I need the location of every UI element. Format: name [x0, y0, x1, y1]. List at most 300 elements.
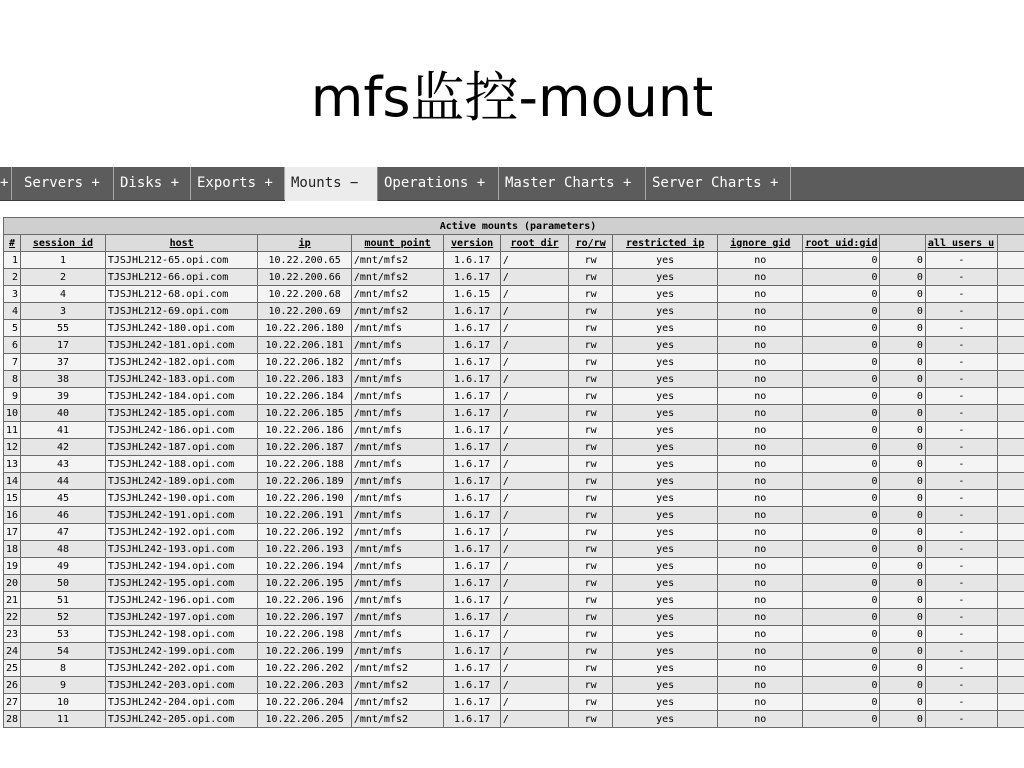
col-ro-rw-cell: rw [569, 320, 613, 337]
col-version-cell: 1.6.17 [444, 626, 500, 643]
col-restricted-ip-cell: yes [612, 422, 717, 439]
table-row [4, 575, 1024, 592]
col-ignore-gid-cell: no [718, 507, 803, 524]
col-root-gid-header [880, 235, 925, 252]
col-mount-point-cell: /mnt/mfs2 [351, 252, 444, 269]
col-all-users-cell: - [925, 422, 997, 439]
col-root-uid-cell: 0 [803, 507, 880, 524]
col-version-header[interactable]: version [444, 235, 500, 252]
col-version-cell: 1.6.17 [444, 320, 500, 337]
tab-exports[interactable]: Exports + [191, 167, 285, 200]
table-row [4, 711, 1024, 728]
col-index-cell: 19 [4, 558, 21, 575]
col-host-cell: TJSJHL242-194.opi.com [105, 558, 258, 575]
col-index-cell: 20 [4, 575, 21, 592]
col-ro-rw-cell: rw [569, 643, 613, 660]
col-restricted-ip-cell: yes [612, 677, 717, 694]
col-root-gid-cell: 0 [880, 643, 925, 660]
col-root-dir-cell: / [500, 252, 569, 269]
col-version-cell: 1.6.17 [444, 354, 500, 371]
col-all-users-cell: - [925, 354, 997, 371]
col-ignore-gid-cell: no [718, 422, 803, 439]
col-version-cell: 1.6.17 [444, 456, 500, 473]
col-index-cell: 24 [4, 643, 21, 660]
table-row [4, 269, 1024, 286]
col-index-cell: 26 [4, 677, 21, 694]
col-restricted-ip-cell: yes [612, 541, 717, 558]
table-row [4, 609, 1024, 626]
col-root-dir-cell: / [500, 405, 569, 422]
col-session-id-header[interactable]: session id [21, 235, 106, 252]
col-all-users-cell: - [925, 456, 997, 473]
col-ro-rw-cell: rw [569, 388, 613, 405]
col-version-cell: 1.6.17 [444, 643, 500, 660]
col-restricted-ip-cell: yes [612, 694, 717, 711]
col-restricted-ip-header[interactable]: restricted ip [612, 235, 717, 252]
col-root-uid-cell: 0 [803, 473, 880, 490]
col-ignore-gid-cell: no [718, 643, 803, 660]
col-ignore-gid-cell: no [718, 541, 803, 558]
col-ip-cell: 10.22.206.198 [258, 626, 351, 643]
col-root-uid-cell: 0 [803, 354, 880, 371]
col-ro-rw-cell: rw [569, 286, 613, 303]
col-version-cell: 1.6.17 [444, 473, 500, 490]
col-version-cell: 1.6.15 [444, 286, 500, 303]
col-session-id-cell: 11 [21, 711, 106, 728]
col-all-users-cell: - [925, 371, 997, 388]
col-ip-cell: 10.22.206.182 [258, 354, 351, 371]
col-root-gid-cell: 0 [880, 388, 925, 405]
col-restricted-ip-cell: yes [612, 371, 717, 388]
table-row [4, 320, 1024, 337]
table-row [4, 473, 1024, 490]
col-root-dir-cell: / [500, 643, 569, 660]
col-extra-cell [997, 558, 1024, 575]
col-ro-rw-cell: rw [569, 677, 613, 694]
col-mount-point-cell: /mnt/mfs2 [351, 286, 444, 303]
col-extra-cell [997, 592, 1024, 609]
col-root-uid-cell: 0 [803, 439, 880, 456]
col-restricted-ip-cell: yes [612, 660, 717, 677]
table-row [4, 694, 1024, 711]
col-root-gid-cell: 0 [880, 320, 925, 337]
col-ignore-gid-cell: no [718, 694, 803, 711]
col-restricted-ip-cell: yes [612, 354, 717, 371]
col-ip-cell: 10.22.206.181 [258, 337, 351, 354]
col-ro-rw-cell: rw [569, 660, 613, 677]
col-extra-cell [997, 643, 1024, 660]
col-extra-cell [997, 269, 1024, 286]
col-session-id-cell: 1 [21, 252, 106, 269]
col-extra-cell [997, 286, 1024, 303]
col-index-cell: 4 [4, 303, 21, 320]
col-all-users-cell: - [925, 337, 997, 354]
col-mount-point-cell: /mnt/mfs2 [351, 269, 444, 286]
col-version-cell: 1.6.17 [444, 694, 500, 711]
col-index-cell: 2 [4, 269, 21, 286]
col-ro-rw-cell: rw [569, 473, 613, 490]
col-root-gid-cell: 0 [880, 592, 925, 609]
col-root-dir-cell: / [500, 524, 569, 541]
col-mount-point-cell: /mnt/mfs [351, 524, 444, 541]
col-ignore-gid-cell: no [718, 337, 803, 354]
col-version-cell: 1.6.17 [444, 405, 500, 422]
col-ip-cell: 10.22.206.190 [258, 490, 351, 507]
col-ip-cell: 10.22.200.69 [258, 303, 351, 320]
table-row [4, 507, 1024, 524]
col-root-gid-cell: 0 [880, 490, 925, 507]
col-version-cell: 1.6.17 [444, 609, 500, 626]
table-row [4, 541, 1024, 558]
col-ignore-gid-cell: no [718, 354, 803, 371]
col-root-uid-cell: 0 [803, 456, 880, 473]
col-ip-cell: 10.22.206.195 [258, 575, 351, 592]
col-root-dir-cell: / [500, 660, 569, 677]
col-root-gid-cell: 0 [880, 456, 925, 473]
col-ignore-gid-header[interactable]: ignore gid [718, 235, 803, 252]
col-root-dir-cell: / [500, 422, 569, 439]
col-extra-cell [997, 490, 1024, 507]
col-ignore-gid-cell: no [718, 558, 803, 575]
col-extra-cell [997, 252, 1024, 269]
col-root-gid-cell: 0 [880, 677, 925, 694]
col-root-uid-cell: 0 [803, 303, 880, 320]
col-all-users-cell: - [925, 524, 997, 541]
col-extra-cell [997, 354, 1024, 371]
col-ro-rw-cell: rw [569, 337, 613, 354]
active-mounts-table [3, 217, 1024, 728]
col-root-gid-cell: 0 [880, 541, 925, 558]
col-ip-cell: 10.22.206.197 [258, 609, 351, 626]
col-root-dir-cell: / [500, 694, 569, 711]
col-restricted-ip-cell: yes [612, 592, 717, 609]
col-ro-rw-header[interactable]: ro/rw [569, 235, 613, 252]
col-version-cell: 1.6.17 [444, 422, 500, 439]
col-root-dir-cell: / [500, 507, 569, 524]
col-ip-cell: 10.22.206.193 [258, 541, 351, 558]
col-extra-cell [997, 524, 1024, 541]
col-ip-cell: 10.22.206.196 [258, 592, 351, 609]
table-row [4, 422, 1024, 439]
col-root-uid-cell: 0 [803, 269, 880, 286]
col-version-cell: 1.6.17 [444, 575, 500, 592]
col-root-gid-cell: 0 [880, 405, 925, 422]
col-index-cell: 21 [4, 592, 21, 609]
col-root-gid-cell: 0 [880, 626, 925, 643]
table-row [4, 354, 1024, 371]
col-all-users-cell: - [925, 575, 997, 592]
col-root-uid-cell: 0 [803, 252, 880, 269]
col-all-users-cell: - [925, 286, 997, 303]
col-version-cell: 1.6.17 [444, 541, 500, 558]
col-mount-point-header[interactable]: mount point [351, 235, 444, 252]
col-ip-cell: 10.22.206.185 [258, 405, 351, 422]
col-extra-cell [997, 609, 1024, 626]
col-ro-rw-cell: rw [569, 371, 613, 388]
col-version-cell: 1.6.17 [444, 252, 500, 269]
col-all-users-cell: - [925, 320, 997, 337]
col-mount-point-cell: /mnt/mfs2 [351, 677, 444, 694]
col-ro-rw-cell: rw [569, 711, 613, 728]
col-index-cell: 6 [4, 337, 21, 354]
col-root-gid-cell: 0 [880, 473, 925, 490]
tab-operations[interactable]: Operations + [378, 167, 499, 200]
col-session-id-cell: 43 [21, 456, 106, 473]
col-all-users-cell: - [925, 507, 997, 524]
col-ro-rw-cell: rw [569, 524, 613, 541]
col-ro-rw-cell: rw [569, 592, 613, 609]
col-extra-cell [997, 371, 1024, 388]
col-version-cell: 1.6.17 [444, 677, 500, 694]
col-restricted-ip-cell: yes [612, 473, 717, 490]
col-mount-point-cell: /mnt/mfs [351, 439, 444, 456]
col-host-cell: TJSJHL242-185.opi.com [105, 405, 258, 422]
table-row [4, 286, 1024, 303]
col-host-cell: TJSJHL242-197.opi.com [105, 609, 258, 626]
col-all-users-cell: - [925, 711, 997, 728]
col-ip-cell: 10.22.206.187 [258, 439, 351, 456]
col-session-id-cell: 3 [21, 303, 106, 320]
col-root-gid-cell: 0 [880, 575, 925, 592]
col-all-users-cell: - [925, 592, 997, 609]
tab-master-charts[interactable]: Master Charts + [499, 167, 646, 200]
col-restricted-ip-cell: yes [612, 337, 717, 354]
col-all-users-cell: - [925, 439, 997, 456]
tab-servers[interactable]: Servers + [18, 167, 114, 200]
col-root-dir-header[interactable]: root dir [500, 235, 569, 252]
tab-mounts[interactable]: Mounts − [285, 167, 378, 201]
col-version-cell: 1.6.17 [444, 711, 500, 728]
col-extra-cell [997, 388, 1024, 405]
col-ip-cell: 10.22.206.194 [258, 558, 351, 575]
col-restricted-ip-cell: yes [612, 405, 717, 422]
tab-prev[interactable]: + [0, 167, 12, 200]
col-host-cell: TJSJHL242-187.opi.com [105, 439, 258, 456]
col-ro-rw-cell: rw [569, 575, 613, 592]
col-root-gid-cell: 0 [880, 694, 925, 711]
col-all-users-cell: - [925, 660, 997, 677]
col-root-uid-cell: 0 [803, 643, 880, 660]
table-row [4, 558, 1024, 575]
col-ip-cell: 10.22.206.202 [258, 660, 351, 677]
col-host-cell: TJSJHL242-199.opi.com [105, 643, 258, 660]
col-root-gid-cell: 0 [880, 269, 925, 286]
col-all-users-header[interactable]: all users u [925, 235, 997, 252]
col-ro-rw-cell: rw [569, 456, 613, 473]
tab-disks[interactable]: Disks + [114, 167, 191, 200]
col-host-cell: TJSJHL212-69.opi.com [105, 303, 258, 320]
table-row [4, 490, 1024, 507]
col-mount-point-cell: /mnt/mfs [351, 422, 444, 439]
col-root-gid-cell: 0 [880, 371, 925, 388]
col-mount-point-cell: /mnt/mfs [351, 354, 444, 371]
col-extra-cell [997, 660, 1024, 677]
col-host-cell: TJSJHL242-188.opi.com [105, 456, 258, 473]
col-ip-cell: 10.22.206.186 [258, 422, 351, 439]
col-mount-point-cell: /mnt/mfs2 [351, 694, 444, 711]
col-version-cell: 1.6.17 [444, 371, 500, 388]
col-restricted-ip-cell: yes [612, 388, 717, 405]
col-root-gid-cell: 0 [880, 507, 925, 524]
col-extra-cell [997, 456, 1024, 473]
col-host-cell: TJSJHL242-205.opi.com [105, 711, 258, 728]
col-extra-cell [997, 507, 1024, 524]
col-root-uid-cell: 0 [803, 677, 880, 694]
col-extra-cell [997, 711, 1024, 728]
slide-title: mfs监控-mount [310, 66, 714, 129]
col-mount-point-cell: /mnt/mfs [351, 643, 444, 660]
mount-rows [4, 252, 1024, 728]
col-root-gid-cell: 0 [880, 422, 925, 439]
col-root-gid-cell: 0 [880, 524, 925, 541]
table-row [4, 405, 1024, 422]
table-row [4, 439, 1024, 456]
col-host-cell: TJSJHL242-180.opi.com [105, 320, 258, 337]
col-root-uid-cell: 0 [803, 694, 880, 711]
col-all-users-cell: - [925, 490, 997, 507]
col-mount-point-cell: /mnt/mfs [351, 558, 444, 575]
col-all-users-cell: - [925, 473, 997, 490]
table-row [4, 371, 1024, 388]
col-session-id-cell: 54 [21, 643, 106, 660]
col-index-cell: 9 [4, 388, 21, 405]
col-session-id-cell: 37 [21, 354, 106, 371]
col-root-dir-cell: / [500, 439, 569, 456]
tab-bar [0, 167, 1024, 201]
col-root-uid-cell: 0 [803, 558, 880, 575]
col-all-users-cell: - [925, 405, 997, 422]
col-extra-cell [997, 626, 1024, 643]
col-host-cell: TJSJHL242-190.opi.com [105, 490, 258, 507]
col-ro-rw-cell: rw [569, 252, 613, 269]
table-row [4, 337, 1024, 354]
col-restricted-ip-cell: yes [612, 286, 717, 303]
col-root-gid-cell: 0 [880, 354, 925, 371]
col-version-cell: 1.6.17 [444, 660, 500, 677]
col-ro-rw-cell: rw [569, 354, 613, 371]
col-ignore-gid-cell: no [718, 473, 803, 490]
col-root-dir-cell: / [500, 371, 569, 388]
col-mount-point-cell: /mnt/mfs [351, 507, 444, 524]
col-ip-cell: 10.22.206.199 [258, 643, 351, 660]
col-ignore-gid-cell: no [718, 490, 803, 507]
col-all-users-cell: - [925, 252, 997, 269]
col-mount-point-cell: /mnt/mfs [351, 456, 444, 473]
col-host-cell: TJSJHL242-182.opi.com [105, 354, 258, 371]
col-all-users-cell: - [925, 303, 997, 320]
col-ip-cell: 10.22.200.68 [258, 286, 351, 303]
mfs-cgi-screenshot [0, 167, 1024, 768]
col-ignore-gid-cell: no [718, 388, 803, 405]
col-ip-header[interactable]: ip [258, 235, 351, 252]
col-ro-rw-cell: rw [569, 269, 613, 286]
col-mount-point-cell: /mnt/mfs [351, 541, 444, 558]
col-root-dir-cell: / [500, 575, 569, 592]
col-root-dir-cell: / [500, 541, 569, 558]
col-ignore-gid-cell: no [718, 405, 803, 422]
col-root-dir-cell: / [500, 592, 569, 609]
col-version-cell: 1.6.17 [444, 269, 500, 286]
col-all-users-cell: - [925, 388, 997, 405]
col-host-header[interactable]: host [105, 235, 258, 252]
col-index-cell: 23 [4, 626, 21, 643]
col-ignore-gid-cell: no [718, 592, 803, 609]
col-extra-cell [997, 337, 1024, 354]
col-extra-header [997, 235, 1024, 252]
col-session-id-cell: 40 [21, 405, 106, 422]
col-index-cell: 13 [4, 456, 21, 473]
col-restricted-ip-cell: yes [612, 711, 717, 728]
col-restricted-ip-cell: yes [612, 507, 717, 524]
col-root-dir-cell: / [500, 558, 569, 575]
col-host-cell: TJSJHL242-189.opi.com [105, 473, 258, 490]
col-root-gid-cell: 0 [880, 439, 925, 456]
col-session-id-cell: 41 [21, 422, 106, 439]
col-restricted-ip-cell: yes [612, 320, 717, 337]
col-host-cell: TJSJHL242-203.opi.com [105, 677, 258, 694]
col-mount-point-cell: /mnt/mfs2 [351, 303, 444, 320]
col-session-id-cell: 45 [21, 490, 106, 507]
col-mount-point-cell: /mnt/mfs [351, 371, 444, 388]
col-ip-cell: 10.22.206.192 [258, 524, 351, 541]
col-index-cell: 18 [4, 541, 21, 558]
col-session-id-cell: 44 [21, 473, 106, 490]
col-ip-cell: 10.22.206.184 [258, 388, 351, 405]
col-root-gid-cell: 0 [880, 609, 925, 626]
col-host-cell: TJSJHL242-181.opi.com [105, 337, 258, 354]
col-extra-cell [997, 303, 1024, 320]
col-mount-point-cell: /mnt/mfs [351, 388, 444, 405]
col-ignore-gid-cell: no [718, 303, 803, 320]
tab-server-charts[interactable]: Server Charts + [646, 167, 791, 200]
col-host-cell: TJSJHL242-192.opi.com [105, 524, 258, 541]
col-root-uid-cell: 0 [803, 422, 880, 439]
col-version-cell: 1.6.17 [444, 507, 500, 524]
col-ip-cell: 10.22.206.188 [258, 456, 351, 473]
col-mount-point-cell: /mnt/mfs [351, 405, 444, 422]
col-ignore-gid-cell: no [718, 269, 803, 286]
col-mount-point-cell: /mnt/mfs2 [351, 711, 444, 728]
col-ro-rw-cell: rw [569, 626, 613, 643]
col-all-users-cell: - [925, 609, 997, 626]
col-index-cell: 10 [4, 405, 21, 422]
col-ip-cell: 10.22.206.203 [258, 677, 351, 694]
col-host-cell: TJSJHL242-186.opi.com [105, 422, 258, 439]
table-row [4, 660, 1024, 677]
col-host-cell: TJSJHL242-193.opi.com [105, 541, 258, 558]
col-session-id-cell: 10 [21, 694, 106, 711]
col-host-cell: TJSJHL242-198.opi.com [105, 626, 258, 643]
col-index-cell: 25 [4, 660, 21, 677]
col-index-header[interactable]: # [4, 235, 21, 252]
col-restricted-ip-cell: yes [612, 643, 717, 660]
col-ignore-gid-cell: no [718, 371, 803, 388]
col-session-id-cell: 51 [21, 592, 106, 609]
col-root-dir-cell: / [500, 320, 569, 337]
col-restricted-ip-cell: yes [612, 252, 717, 269]
column-header-row [4, 235, 1024, 252]
col-mount-point-cell: /mnt/mfs [351, 626, 444, 643]
col-restricted-ip-cell: yes [612, 609, 717, 626]
col-extra-cell [997, 422, 1024, 439]
col-ro-rw-cell: rw [569, 694, 613, 711]
col-version-cell: 1.6.17 [444, 303, 500, 320]
col-mount-point-cell: /mnt/mfs [351, 490, 444, 507]
col-mount-point-cell: /mnt/mfs2 [351, 660, 444, 677]
col-root-uid-header[interactable]: root uid:gid [803, 235, 880, 252]
col-all-users-cell: - [925, 269, 997, 286]
col-root-uid-cell: 0 [803, 371, 880, 388]
